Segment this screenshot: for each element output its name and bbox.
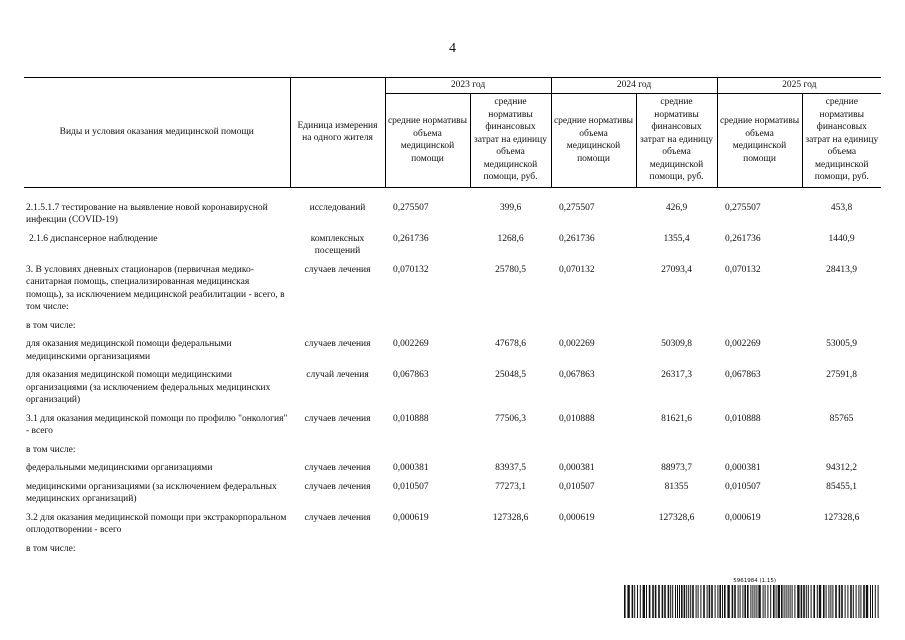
row-cost-2024 [636, 320, 717, 339]
row-cost-2024: 27093,4 [661, 264, 692, 275]
row-volume-2025: 0,070132 [725, 264, 761, 275]
row-unit: случаев лечения [304, 339, 371, 349]
row-cost-2024 [636, 444, 717, 463]
row-volume-2024: 0,070132 [559, 264, 595, 275]
row-type: для оказания медицинской помощи медицинскими организациями (за исключением федеральных медицинских организаций) [26, 370, 271, 405]
row-volume-2025 [717, 444, 802, 463]
row-cost-2025: 28413,9 [826, 264, 857, 275]
row-unit: случай лечения [306, 370, 369, 380]
table-body [24, 187, 881, 561]
row-type: 3. В условиях дневных стационаров (первичная медико-санитарная помощь, специализированная медицинская помощь), за исключением медицинской реабилитации - всего, в том числе: [26, 264, 285, 312]
header-cost-2024: средние нормативы финансовых затрат на единицу объема медицинской помощи, руб. [636, 93, 717, 187]
row-cost-2025 [802, 320, 881, 339]
row-type: для оказания медицинской помощи федеральными медицинскими организациями [26, 339, 232, 362]
header-type: Виды и условия оказания медицинской помощи [24, 78, 290, 188]
row-volume-2023 [385, 320, 470, 339]
row-volume-2024: 0,067863 [559, 370, 595, 380]
row-cost-2023 [470, 320, 551, 339]
row-cost-2025 [802, 444, 881, 463]
row-volume-2025: 0,002269 [725, 339, 761, 349]
row-unit: исследований [309, 202, 366, 213]
table-row [24, 320, 881, 339]
row-volume-2024 [551, 320, 636, 339]
row-cost-2024 [636, 543, 717, 562]
header-cost-2025: средние нормативы финансовых затрат на единицу объема медицинской помощи, руб. [802, 93, 881, 187]
row-cost-2024: 127328,6 [658, 512, 695, 523]
table-row [24, 481, 881, 512]
row-volume-2025: 0,275507 [725, 202, 761, 213]
table-row [24, 462, 881, 481]
row-volume-2024: 0,002269 [559, 339, 595, 349]
row-volume-2023: 0,010888 [393, 413, 429, 424]
row-cost-2024: 81621,6 [661, 413, 692, 424]
table-row [24, 202, 881, 233]
row-volume-2025: 0,000381 [725, 463, 761, 473]
table-row [24, 413, 881, 444]
row-type: медицинскими организациями (за исключением федеральных медицинских организаций) [26, 481, 277, 504]
header-year-2025: 2025 год [717, 78, 881, 94]
row-cost-2025: 127328,6 [823, 512, 860, 523]
row-type: в том числе: [26, 543, 76, 554]
row-volume-2024: 0,010507 [559, 481, 595, 492]
row-volume-2024: 0,261736 [559, 233, 595, 244]
row-unit: комплексных посещений [310, 233, 365, 256]
row-cost-2023: 1268,6 [497, 233, 524, 244]
row-cost-2025: 27591,8 [826, 370, 857, 380]
row-volume-2024 [551, 543, 636, 562]
row-unit: случаев лечения [304, 512, 371, 523]
row-volume-2023 [385, 543, 470, 562]
row-cost-2024: 26317,3 [661, 370, 692, 380]
row-unit: случаев лечения [304, 481, 371, 492]
row-volume-2024 [551, 444, 636, 463]
header-unit: Единица измерения на одного жителя [290, 78, 385, 188]
row-volume-2023: 0,010507 [393, 481, 429, 492]
row-cost-2023: 399,6 [499, 202, 522, 213]
row-cost-2025: 94312,2 [826, 463, 857, 473]
header-volume-2023: средние нормативы объема медицинской помощи [385, 93, 470, 187]
table-row [24, 444, 881, 463]
row-cost-2024: 426,9 [665, 202, 688, 213]
row-volume-2023: 0,275507 [393, 202, 429, 213]
table-row [24, 338, 881, 369]
row-volume-2024: 0,000381 [559, 463, 595, 473]
row-type: 3.1 для оказания медицинской помощи по профилю "онкология" - всего [26, 413, 288, 436]
header-cost-2023: средние нормативы финансовых затрат на единицу объема медицинской помощи, руб. [470, 93, 551, 187]
table-row [24, 512, 881, 543]
row-volume-2025: 0,067863 [725, 370, 761, 380]
row-cost-2025 [802, 543, 881, 562]
row-unit: случаев лечения [304, 264, 371, 275]
row-cost-2025: 1440,9 [828, 233, 855, 244]
row-cost-2023 [470, 444, 551, 463]
row-volume-2023 [385, 444, 470, 463]
row-cost-2023: 47678,6 [495, 339, 526, 349]
table-row [24, 369, 881, 413]
row-unit [290, 543, 385, 562]
row-cost-2025: 85455,1 [826, 481, 857, 492]
header-year-2024: 2024 год [551, 78, 717, 94]
row-volume-2023: 0,070132 [393, 264, 429, 275]
row-unit: случаев лечения [304, 463, 371, 473]
row-volume-2025: 0,000619 [725, 512, 761, 523]
barcode-block [623, 578, 881, 618]
row-volume-2025 [717, 543, 802, 562]
row-volume-2023: 0,067863 [393, 370, 429, 380]
row-cost-2024: 50309,8 [661, 339, 692, 349]
table-header [24, 78, 881, 188]
row-type: в том числе: [26, 320, 76, 331]
row-cost-2024: 88973,7 [661, 463, 692, 473]
row-cost-2023: 25780,5 [495, 264, 526, 275]
row-cost-2024: 81355 [664, 481, 689, 492]
row-volume-2023: 0,000381 [393, 463, 429, 473]
barcode-label: 5961984 (1.15) [733, 578, 776, 584]
row-unit [290, 320, 385, 339]
row-volume-2024: 0,000619 [559, 512, 595, 523]
row-volume-2023: 0,000619 [393, 512, 429, 523]
row-volume-2024: 0,275507 [559, 202, 595, 213]
barcode-image [623, 585, 881, 618]
row-type: 2.1.6 диспансерное наблюдение [29, 233, 158, 244]
table-row [24, 264, 881, 320]
row-cost-2023: 83937,5 [495, 463, 526, 473]
row-type: в том числе: [26, 444, 76, 455]
row-cost-2023: 127328,6 [492, 512, 529, 523]
row-cost-2023: 77273,1 [495, 481, 526, 492]
page-number: 4 [449, 41, 456, 56]
table-row [24, 543, 881, 562]
row-cost-2023 [470, 543, 551, 562]
norms-table [24, 77, 881, 561]
row-cost-2025: 453,8 [830, 202, 853, 213]
row-volume-2023: 0,261736 [393, 233, 429, 244]
row-cost-2025: 53005,9 [826, 339, 857, 349]
header-volume-2025: средние нормативы объема медицинской помощи [717, 93, 802, 187]
row-unit [290, 444, 385, 463]
table-row [24, 233, 881, 264]
row-volume-2025: 0,010507 [725, 481, 761, 492]
row-volume-2024: 0,010888 [559, 413, 595, 424]
row-cost-2024: 1355,4 [663, 233, 690, 244]
header-year-2023: 2023 год [385, 78, 551, 94]
row-type: федеральными медицинскими организациями [26, 463, 213, 473]
row-unit: случаев лечения [304, 413, 371, 424]
row-cost-2023: 25048,5 [495, 370, 526, 380]
row-volume-2025: 0,261736 [725, 233, 761, 244]
row-volume-2025 [717, 320, 802, 339]
header-volume-2024: средние нормативы объема медицинской помощи [551, 93, 636, 187]
row-type: 3.2 для оказания медицинской помощи при экстракорпоральном оплодотворении - всего [26, 512, 287, 535]
row-volume-2025: 0,010888 [725, 413, 761, 424]
row-cost-2023: 77506,3 [495, 413, 526, 424]
row-volume-2023: 0,002269 [393, 339, 429, 349]
row-type: 2.1.5.1.7 тестирование на выявление новой коронавирусной инфекции (COVID-19) [26, 202, 268, 225]
row-cost-2025: 85765 [829, 413, 854, 424]
